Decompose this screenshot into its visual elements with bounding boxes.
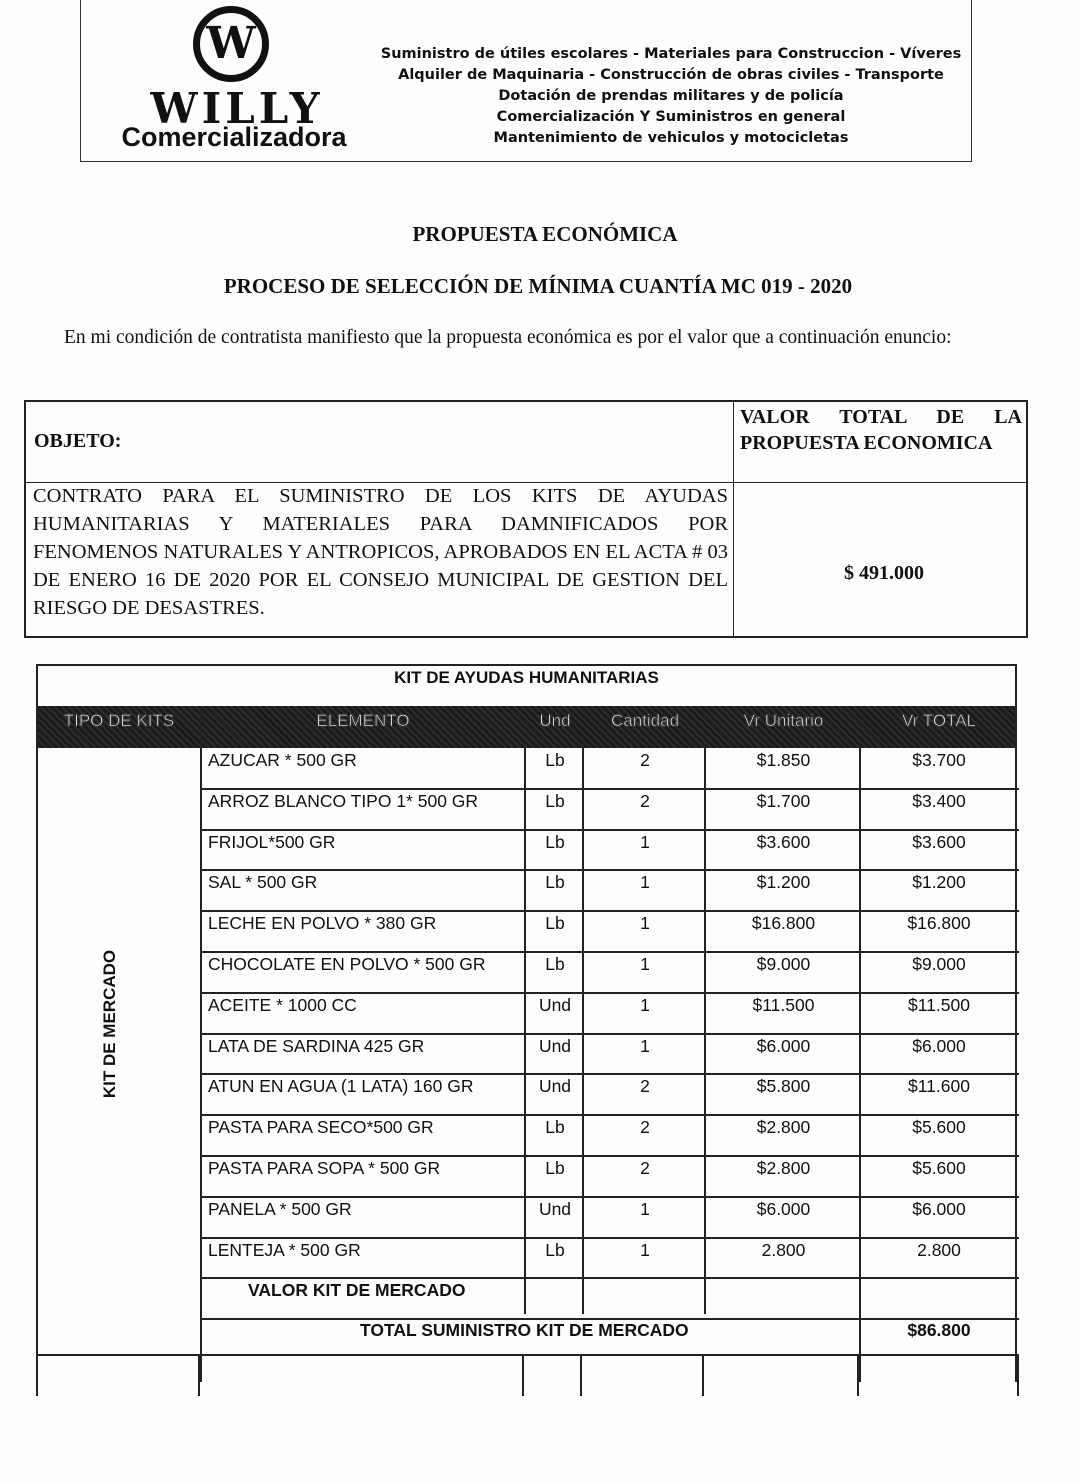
cell-vr-total: $9.000 — [912, 954, 966, 974]
cell-cantidad: 1 — [640, 831, 650, 852]
header-cantidad: Cantidad — [610, 711, 680, 730]
valor-total-label: VALOR TOTAL DE LA PROPUESTA ECONOMICA — [740, 406, 1022, 454]
cell-vr-total: $16.800 — [907, 913, 971, 934]
cell-vr-unitario: $6.000 — [756, 1198, 811, 1219]
logo-subtitle: Comercializadora — [121, 122, 347, 152]
cell-cantidad: 1 — [640, 1198, 650, 1219]
kit-type-label: KIT DE MERCADO — [100, 949, 119, 1099]
row-divider — [200, 869, 1019, 871]
cell-vr-unitario: $1.200 — [756, 872, 811, 893]
kit-table-title: KIT DE AYUDAS HUMANITARIAS — [394, 668, 659, 687]
cell-und: Lb — [545, 831, 565, 852]
cell-elemento: PANELA * 500 GR — [208, 1198, 352, 1219]
objeto-description: CONTRATO PARA EL SUMINISTRO DE LOS KITS DE AYUDAS HUMANITARIAS Y MATERIALES PARA DAMNIFICADOS POR FENOMENOS NATURALES Y ANTROPICOS, APROBADOS EN EL ACTA # 03 DE ENERO 16 DE 2020 POR EL CONSEJO MUNICIPAL DE GESTION DEL RIESGO DE DESASTRES. — [33, 485, 728, 619]
header-vr-total: Vr TOTAL — [901, 711, 976, 730]
cell-und: Lb — [545, 872, 565, 893]
row-divider — [200, 992, 1019, 994]
total-suministro-value: $86.800 — [907, 1320, 971, 1340]
cell-vr-total: 2.800 — [917, 1239, 961, 1260]
cell-vr-unitario: $16.800 — [751, 913, 816, 934]
cell-elemento: PASTA PARA SECO*500 GR — [208, 1117, 434, 1138]
cell-und: Und — [538, 1035, 572, 1056]
cell-elemento: PASTA PARA SOPA * 500 GR — [208, 1158, 441, 1178]
cell-und: Lb — [545, 790, 565, 811]
valor-kit-label: VALOR KIT DE MERCADO — [248, 1280, 466, 1300]
cell-vr-total: $11.500 — [908, 994, 970, 1015]
header-und: Und — [539, 711, 571, 730]
cell-elemento: ATUN EN AGUA (1 LATA) 160 GR — [208, 1076, 474, 1097]
cell-und: Und — [538, 994, 572, 1015]
cell-und: Und — [538, 1076, 572, 1097]
cell-vr-unitario: $5.800 — [756, 1076, 811, 1097]
cell-elemento: ARROZ BLANCO TIPO 1* 500 GR — [208, 790, 479, 811]
row-divider — [200, 829, 1019, 831]
objeto-label: OBJETO: — [34, 430, 122, 452]
row-divider — [200, 951, 1019, 953]
row-divider — [200, 1155, 1019, 1157]
service-line: Alquiler de Maquinaria - Construcción de obras civiles - Transporte — [398, 67, 944, 83]
cell-cantidad: 2 — [640, 1158, 650, 1178]
cell-cantidad: 1 — [640, 994, 650, 1015]
service-line: Dotación de prendas militares y de policía — [498, 88, 844, 104]
cell-vr-total: $5.600 — [912, 1158, 966, 1178]
header-vr-unitario: Vr Unitario — [743, 711, 824, 730]
cell-vr-total: $1.200 — [912, 872, 966, 893]
cell-cantidad: 2 — [640, 1117, 650, 1138]
cell-vr-total: $6.000 — [912, 1035, 966, 1056]
services-list — [371, 44, 971, 149]
cell-cantidad: 2 — [640, 750, 650, 770]
cell-elemento: LECHE EN POLVO * 380 GR — [208, 913, 437, 934]
row-divider — [200, 910, 1019, 912]
cell-und: Lb — [545, 1117, 565, 1138]
cell-cantidad: 1 — [640, 1035, 650, 1056]
intro-paragraph: En mi condición de contratista manifiesto que la propuesta económica es por el valor que a continuación enuncio: — [64, 327, 952, 348]
table-bottom-border — [36, 1354, 1019, 1356]
cell-und: Lb — [545, 750, 565, 770]
cell-elemento: AZUCAR * 500 GR — [208, 750, 357, 770]
cell-und: Lb — [545, 954, 565, 974]
cell-und: Lb — [545, 1158, 565, 1178]
cell-vr-unitario: 2.800 — [761, 1239, 806, 1260]
document-subtitle: PROCESO DE SELECCIÓN DE MÍNIMA CUANTÍA MC 019 - 2020 — [223, 274, 853, 298]
cell-cantidad: 1 — [640, 913, 650, 934]
cell-elemento: SAL * 500 GR — [208, 872, 318, 893]
cell-cantidad: 2 — [640, 790, 650, 811]
row-divider — [200, 1073, 1019, 1075]
service-line: Comercialización Y Suministros en general — [496, 109, 846, 125]
cell-vr-total: $5.600 — [912, 1117, 966, 1138]
cell-vr-total: $11.600 — [908, 1076, 970, 1097]
cell-elemento: CHOCOLATE EN POLVO * 500 GR — [208, 954, 486, 974]
cell-vr-total: $3.600 — [912, 831, 966, 852]
cell-vr-unitario: $11.500 — [752, 994, 815, 1015]
cell-vr-total: $6.000 — [912, 1198, 966, 1219]
cell-cantidad: 1 — [640, 872, 650, 893]
cell-und: Lb — [545, 1239, 565, 1260]
row-divider — [200, 788, 1019, 790]
total-suministro-label: TOTAL SUMINISTRO KIT DE MERCADO — [360, 1320, 689, 1340]
row-divider — [200, 1114, 1019, 1116]
cell-elemento: LENTEJA * 500 GR — [208, 1239, 361, 1260]
cell-vr-unitario: $2.800 — [756, 1117, 811, 1138]
objeto-table — [24, 400, 1028, 638]
cell-cantidad: 1 — [640, 954, 650, 974]
cell-vr-unitario: $3.600 — [756, 831, 811, 852]
kit-table — [36, 664, 1017, 1382]
cell-vr-unitario: $2.800 — [756, 1158, 811, 1178]
cell-elemento: ACEITE * 1000 CC — [208, 994, 357, 1015]
row-divider — [200, 1196, 1019, 1198]
valor-total-amount: $ 491.000 — [844, 562, 924, 584]
cell-elemento: FRIJOL*500 GR — [208, 831, 336, 852]
cell-vr-total: $3.400 — [912, 790, 966, 811]
cell-vr-unitario: $6.000 — [756, 1035, 811, 1056]
row-divider — [200, 1237, 1019, 1239]
header-tipo: TIPO DE KITS — [63, 711, 175, 730]
cell-elemento: LATA DE SARDINA 425 GR — [208, 1035, 425, 1056]
column-divider — [200, 706, 202, 1382]
row-divider — [200, 1033, 1019, 1035]
cell-und: Und — [538, 1198, 572, 1219]
logo-w-icon: W — [193, 6, 269, 82]
kit-header-row — [38, 706, 1015, 748]
cell-vr-unitario: $1.850 — [756, 750, 811, 770]
cell-cantidad: 2 — [640, 1076, 650, 1097]
cell-cantidad: 1 — [640, 1239, 650, 1260]
cell-vr-unitario: $9.000 — [756, 954, 811, 974]
cell-vr-unitario: $1.700 — [756, 790, 811, 811]
letterhead — [80, 0, 972, 162]
service-line: Mantenimiento de vehiculos y motocicletas — [493, 130, 849, 146]
table-divider — [733, 402, 734, 636]
service-line: Suministro de útiles escolares - Materiales para Construccion - Víveres — [380, 46, 962, 62]
cell-und: Lb — [545, 913, 565, 934]
document-title: PROPUESTA ECONÓMICA — [412, 222, 678, 246]
header-elemento: ELEMENTO — [316, 711, 410, 730]
logo-name: WILLY — [150, 84, 324, 133]
cell-vr-total: $3.700 — [912, 750, 966, 770]
